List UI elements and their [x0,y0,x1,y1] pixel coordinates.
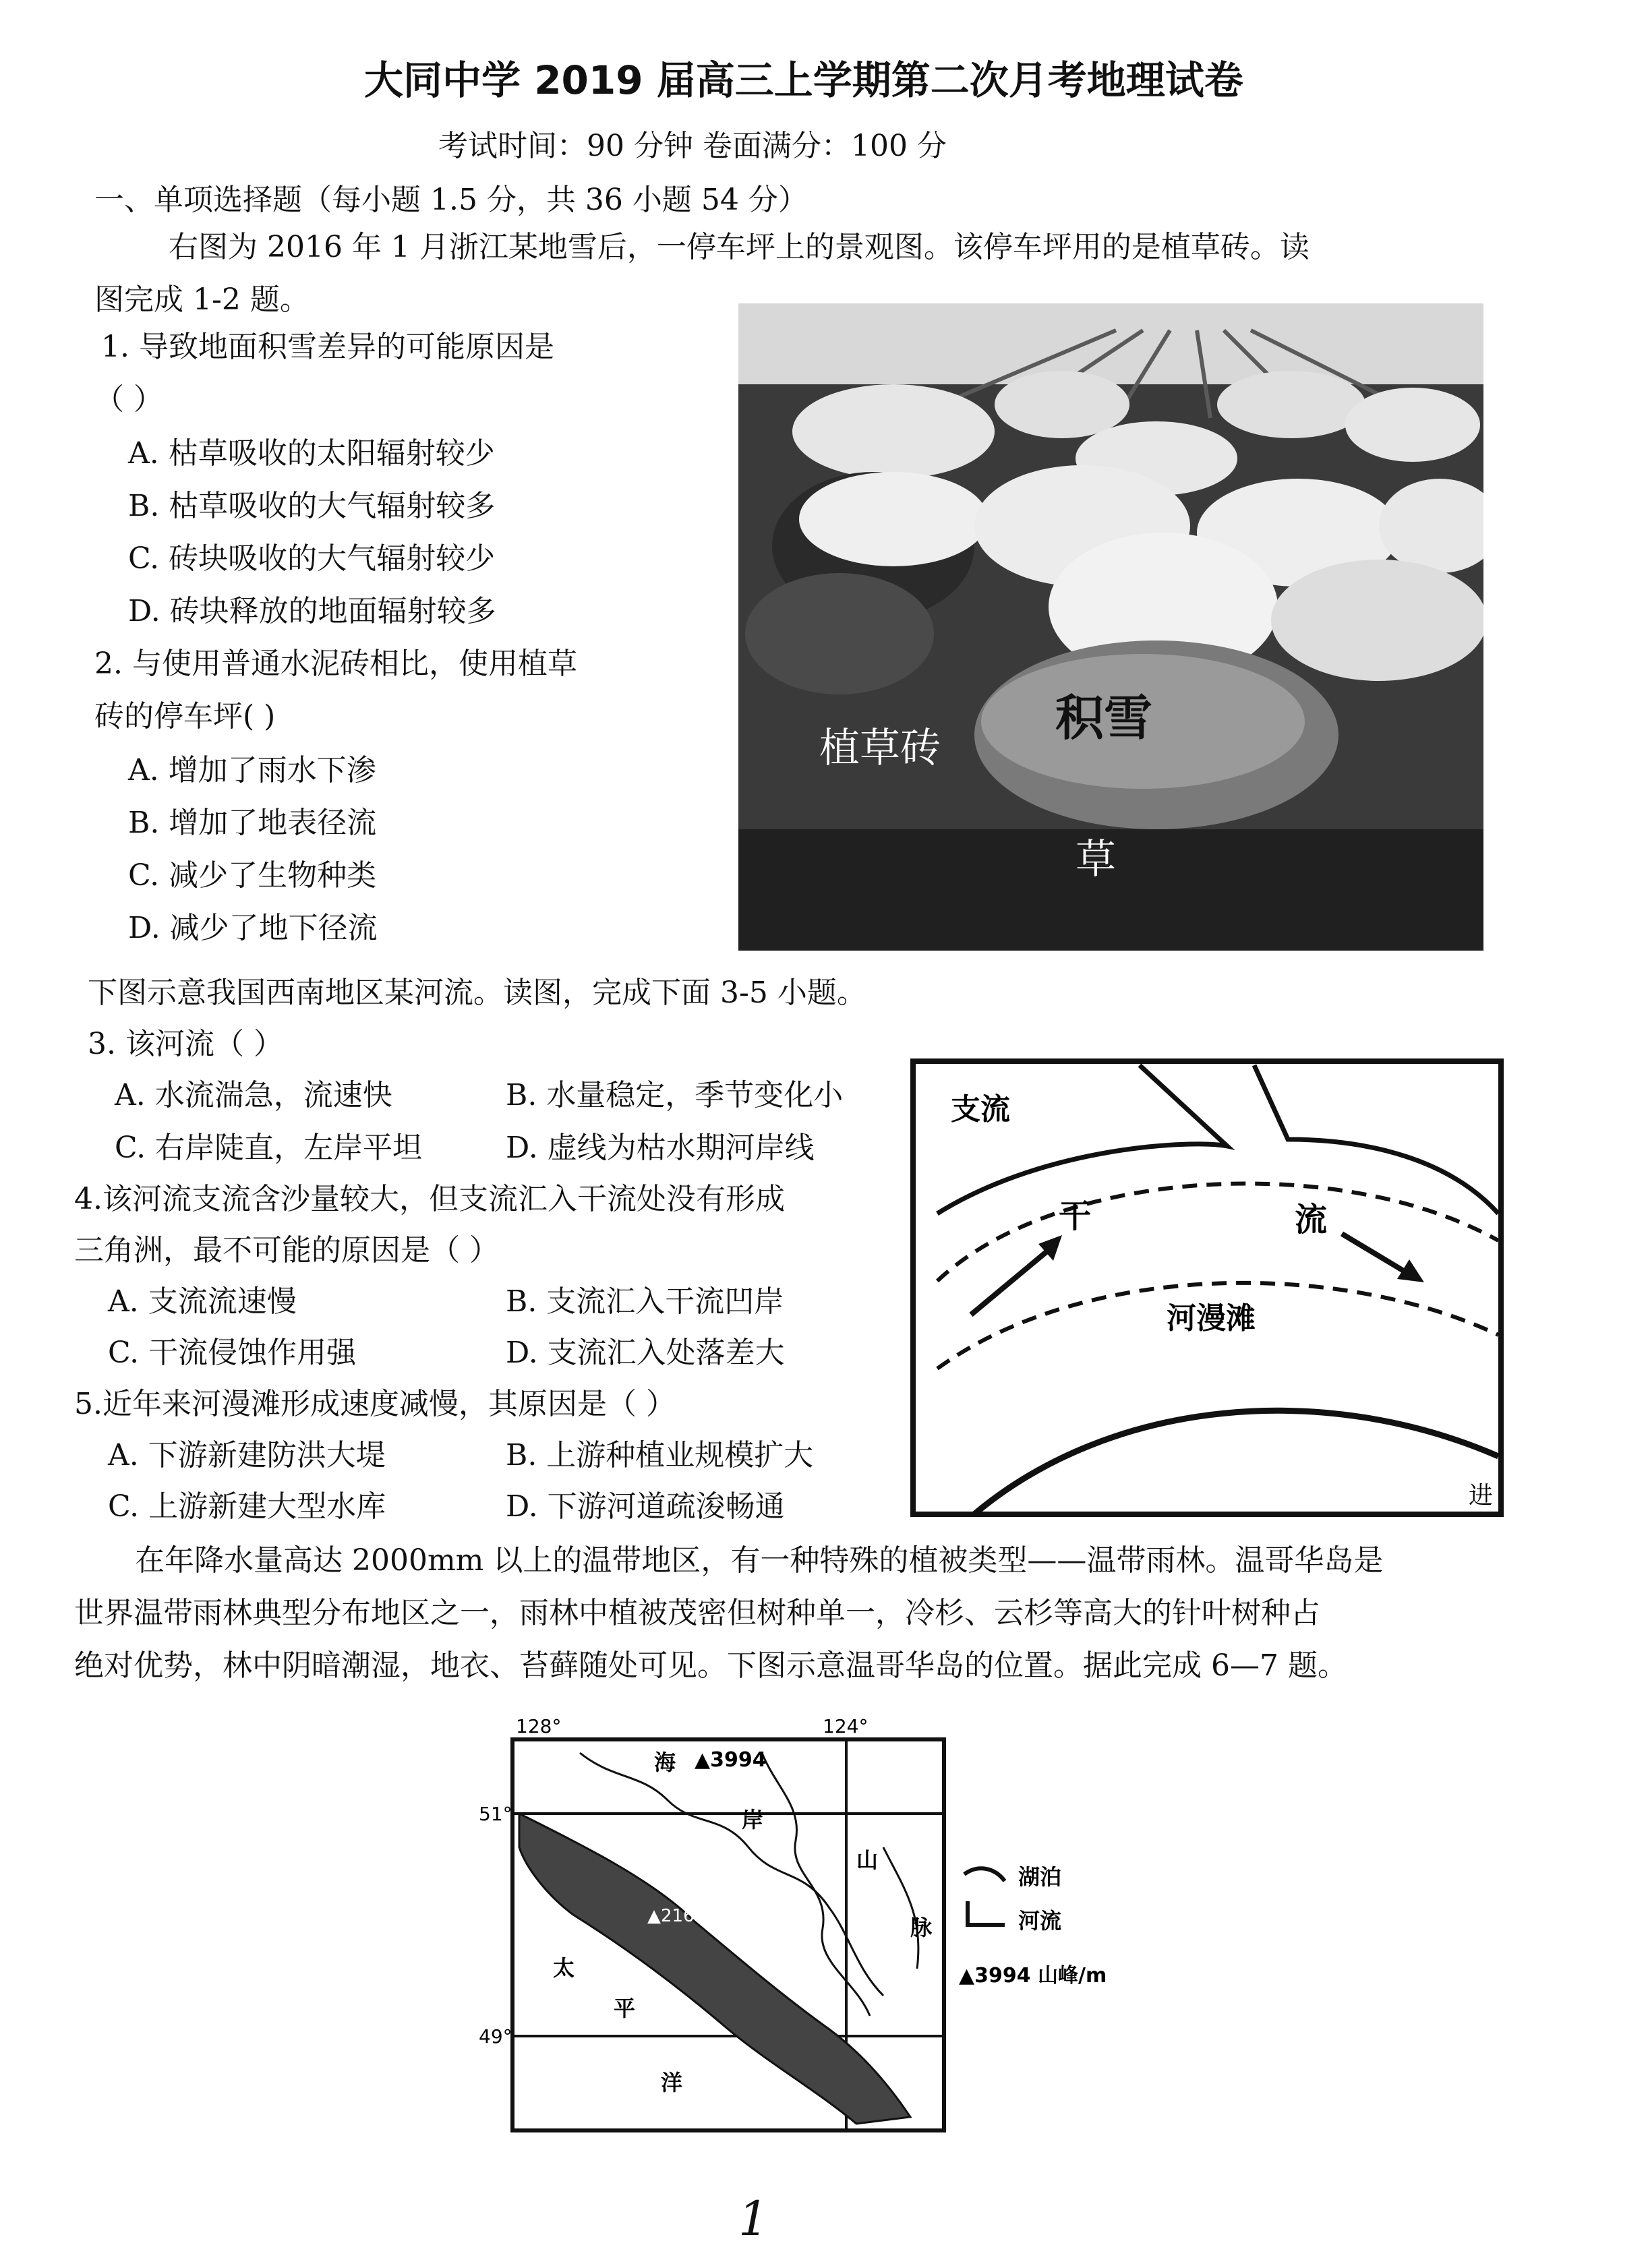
map-label-main-right: 流 [1295,1201,1328,1239]
legend-lake: 湖泊 [1018,1864,1062,1890]
legend-river: 河流 [1018,1908,1062,1934]
exam-title: 大同中学 2019 届高三上学期第二次月考地理试卷 [364,57,1243,103]
q3-option-c: C. 右岸陡直，左岸平坦 [115,1131,423,1165]
map-label-tributary: 支流 [951,1092,1010,1127]
q5-option-d: D. 下游河道疏浚畅通 [506,1489,785,1524]
q5-option-b: B. 上游种植业规模扩大 [506,1438,814,1472]
legend-peak: ▲3994 山峰/m [959,1964,1107,1988]
rainforest-line-1: 在年降水量高达 2000mm 以上的温带地区，有一种特殊的植被类型——温带雨林。温哥华岛是 [135,1543,1384,1578]
river-intro: 下图示意我国西南地区某河流。读图，完成下面 3-5 小题。 [88,976,866,1010]
q2-stem-1: 2. 与使用普通水泥砖相比，使用植草 [94,647,577,681]
q1-option-b: B. 枯草吸收的大气辐射较多 [128,489,496,523]
ocean-char-1: 太 [553,1955,575,1981]
q5-stem: 5.近年来河漫滩形成速度减慢，其原因是（ ） [74,1387,676,1421]
ocean-char-3: 洋 [661,2070,683,2095]
q3-option-d: D. 虚线为枯水期河岸线 [506,1131,815,1165]
q1-option-a: A. 枯草吸收的太阳辐射较少 [128,436,495,471]
peak-2160: ▲2160 [647,1906,706,1926]
river-map [910,1058,1504,1517]
q2-option-c: C. 减少了生物种类 [128,858,377,893]
q1-stem: 1. 导致地面积雪差异的可能原因是 [101,330,554,364]
coast-char-1: 海 [654,1750,676,1775]
q4-option-a: A. 支流流速慢 [108,1284,297,1319]
coast-char-3: 山 [856,1847,879,1873]
legend-lake-icon [964,1868,1005,1881]
lat-bottom: 49° [479,2025,512,2048]
coast-char-2: 岸 [742,1807,764,1832]
lon-right: 124° [823,1715,869,1737]
q1-paren: （ ） [94,382,163,417]
map-label-floodplain: 河漫滩 [1167,1301,1256,1336]
map-label-main-left: 干 [1059,1197,1092,1235]
q2-option-a: A. 增加了雨水下渗 [128,753,376,787]
q2-option-d: D. 减少了地下径流 [128,911,378,945]
photo-label-brick: 植草砖 [819,725,941,772]
snow-parking-photo [738,303,1483,951]
rainforest-line-2: 世界温带雨林典型分布地区之一，雨林中植被茂密但树种单一，冷杉、云杉等高大的针叶树种占 [74,1596,1320,1630]
photo-label-snow: 积雪 [1055,690,1153,746]
q5-option-a: A. 下游新建防洪大堤 [108,1438,386,1472]
q4-stem-2: 三角洲，最不可能的原因是（ ） [74,1233,499,1267]
page-number: 1 [738,2191,769,2246]
q1-option-d: D. 砖块释放的地面辐射较多 [128,594,496,628]
map-label-corner: 进 [1469,1482,1494,1510]
section-heading: 一、单项选择题（每小题 1.5 分，共 36 小题 54 分） [94,183,808,217]
q2-stem-2: 砖的停车坪( ) [94,699,276,734]
intro-line-2: 图完成 1-2 题。 [94,282,310,317]
q3-option-b: B. 水量稳定，季节变化小 [506,1078,844,1112]
exam-info: 考试时间：90 分钟 卷面满分：100 分 [438,129,947,163]
q1-option-c: C. 砖块吸收的大气辐射较少 [128,541,496,576]
coast-char-4: 脉 [910,1915,933,1940]
peak-3994: ▲3994 [695,1748,767,1772]
q2-option-b: B. 增加了地表径流 [128,806,377,840]
q5-option-c: C. 上游新建大型水库 [108,1489,386,1524]
rainforest-line-3: 绝对优势，林中阴暗潮湿，地衣、苔藓随处可见。下图示意温哥华岛的位置。据此完成 6—7 题。 [74,1648,1347,1683]
vancouver-island-map [479,1712,1160,2144]
q4-option-c: C. 干流侵蚀作用强 [108,1336,357,1370]
q3-stem: 3. 该河流（ ） [88,1027,283,1061]
ocean-char-2: 平 [614,1996,636,2021]
lat-top: 51° [479,1803,512,1825]
q3-option-a: A. 水流湍急，流速快 [115,1078,392,1112]
q4-option-b: B. 支流汇入干流凹岸 [506,1284,784,1319]
q4-option-d: D. 支流汇入处落差大 [506,1336,785,1370]
intro-line-1: 右图为 2016 年 1 月浙江某地雪后，一停车坪上的景观图。该停车坪用的是植草砖。读 [169,230,1309,264]
q4-stem-1: 4.该河流支流含沙量较大，但支流汇入干流处没有形成 [74,1182,785,1216]
photo-label-grass: 草 [1076,836,1116,883]
legend-river-icon [968,1901,1005,1925]
lon-left: 128° [516,1715,562,1737]
